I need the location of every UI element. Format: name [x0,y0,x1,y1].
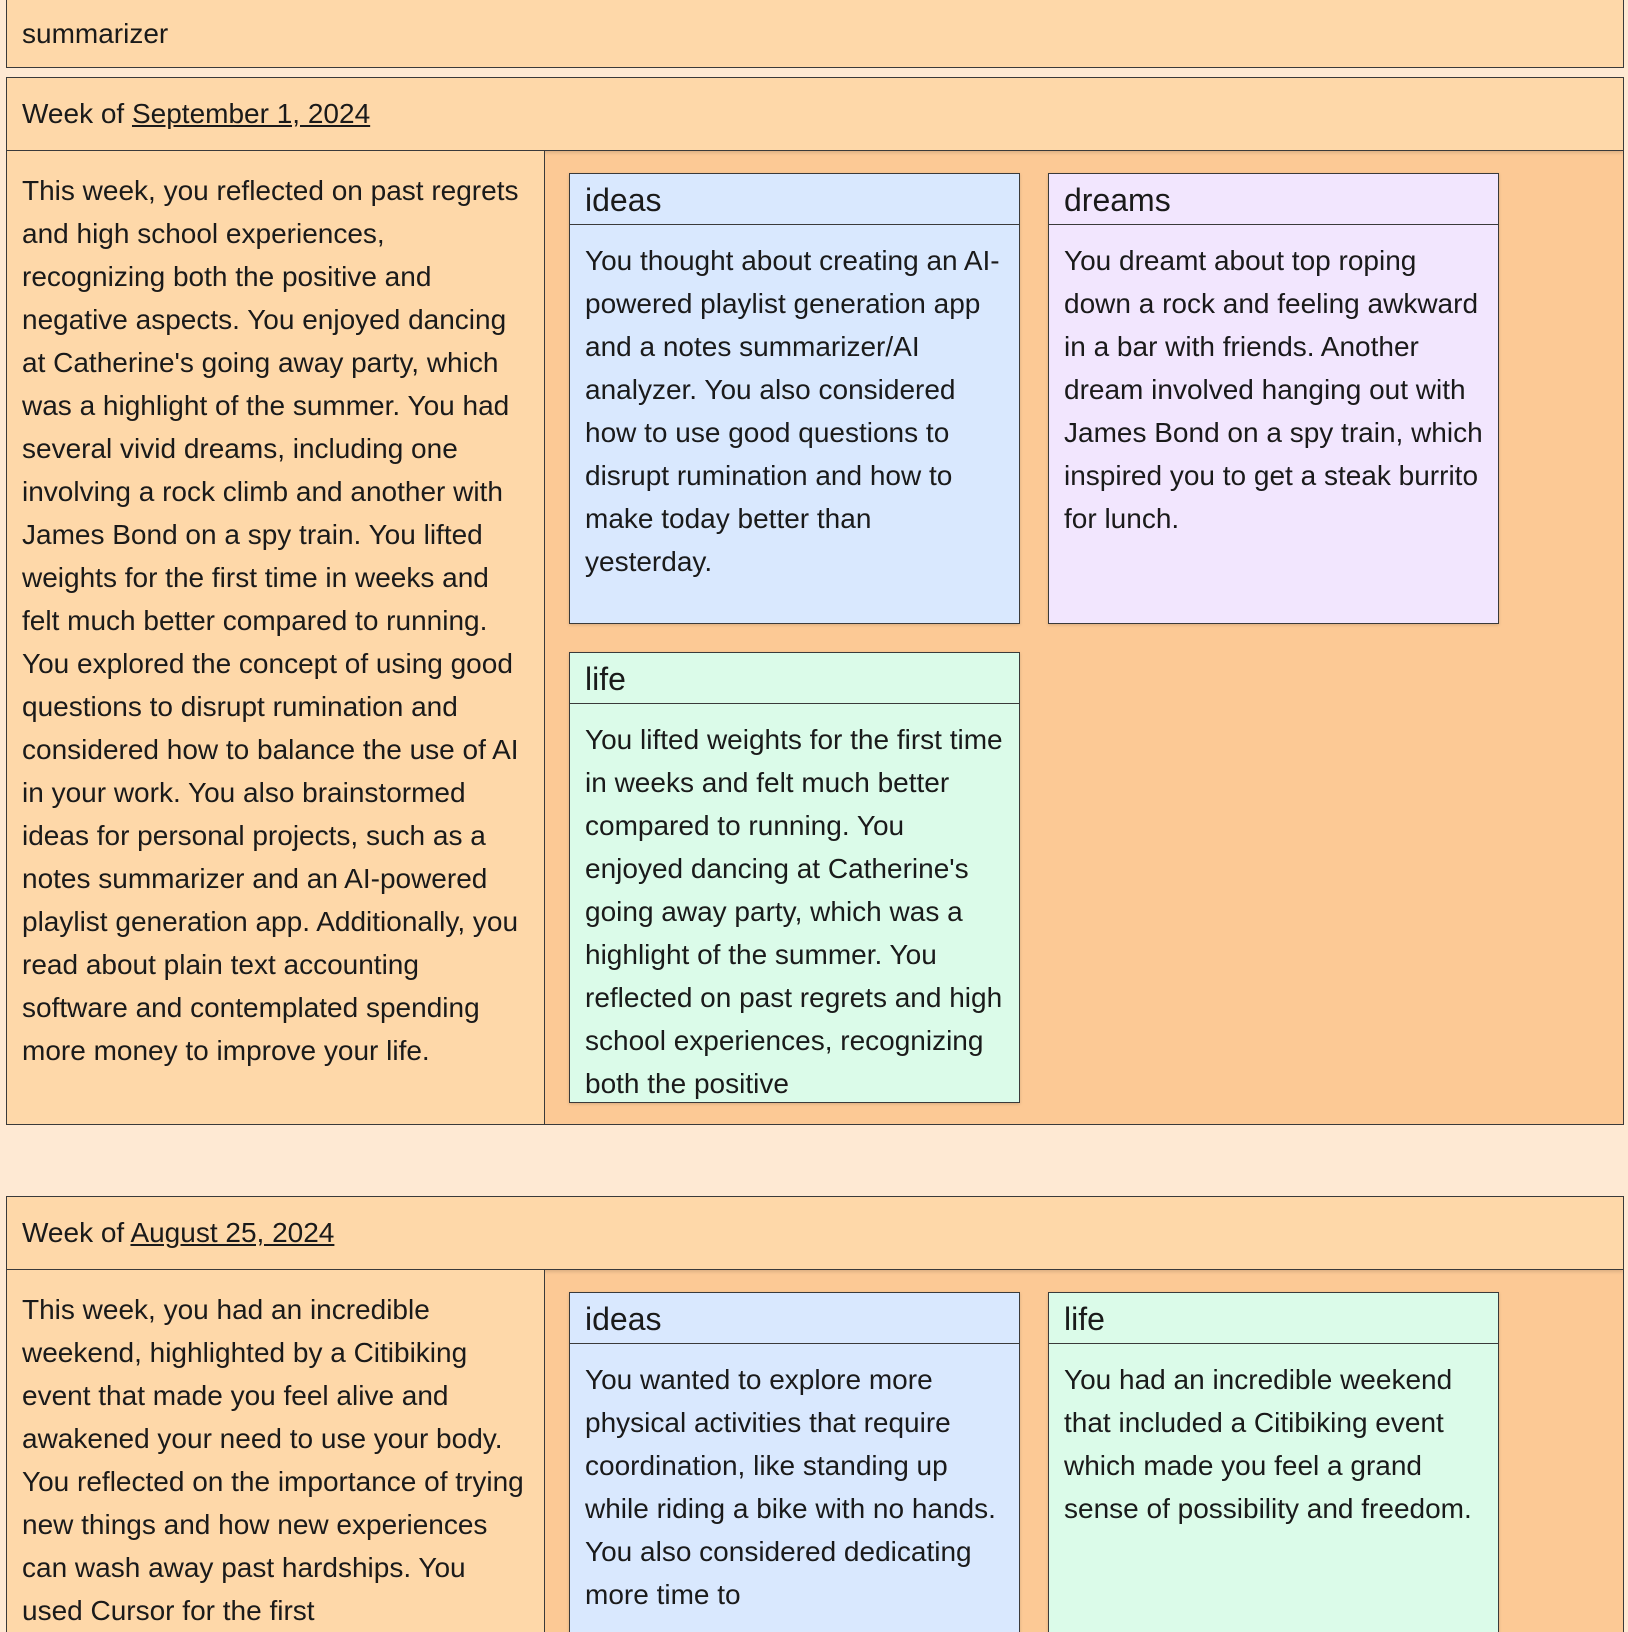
app-title: summarizer [22,18,169,49]
week-body [7,151,1623,1124]
ideas-card-title: ideas [570,1293,1019,1344]
week-date-link[interactable]: August 25, 2024 [130,1217,335,1248]
week-body [7,1270,1623,1632]
life-card-body: You had an incredible weekend that included a Citibiking event which made you feel a grand sense of possibility and freedom. [1064,1364,1472,1524]
ideas-card [569,173,1020,624]
ideas-card [569,1292,1020,1632]
week-summary: This week, you had an incredible weekend, highlighted by a Citibiking event that made you feel alive and awakened your need to use your body. You reflected on the importance of trying new things and how new experiences can wash away past hardships. You used Cursor for the first [7,1270,545,1632]
week-prefix: Week of [22,98,132,129]
week-section [6,1196,1624,1632]
dreams-card-body: You dreamt about top roping down a rock and feeling awkward in a bar with friends. Another dream involved hanging out with James Bond on a spy train, which inspired you to get a steak burrito for lunch. [1064,245,1483,534]
life-card-title: life [1049,1293,1498,1344]
dreams-card-title: dreams [1049,174,1498,225]
ideas-card-body: You thought about creating an AI-powered playlist generation app and a notes summarizer/AI analyzer. You also considered how to use good questions to disrupt rumination and how to make today better than yesterday. [585,245,1000,577]
app-header [6,0,1624,68]
life-card-title: life [570,653,1019,704]
life-card [569,652,1020,1103]
life-card [1048,1292,1499,1632]
week-section [6,77,1624,1125]
week-header [7,1197,1623,1270]
dreams-card [1048,173,1499,624]
week-summary: This week, you reflected on past regrets and high school experiences, recognizing both the positive and negative aspects. You enjoyed dancing at Catherine's going away party, which was a highlight of the summer. You had several vivid dreams, including one involving a rock climb and another with James Bond on a spy train. You lifted weights for the first time in weeks and felt much better compared to running. You explored the concept of using good questions to disrupt rumination and considered how to balance the use of AI in your work. You also brainstormed ideas for personal projects, such as a notes summarizer and an AI-powered playlist generation app. Additionally, you read about plain text accounting software and contemplated spending more money to improve your life. [7,151,545,1124]
ideas-card-title: ideas [570,174,1019,225]
week-prefix: Week of [22,1217,131,1248]
ideas-card-body: You wanted to explore more physical activities that require coordination, like standing up while riding a bike with no hands. You also considered dedicating more time to [585,1364,996,1610]
week-header [7,78,1623,151]
week-date-link[interactable]: September 1, 2024 [131,98,371,129]
life-card-body: You lifted weights for the first time in weeks and felt much better compared to running. You enjoyed dancing at Catherine's going away party, which was a highlight of the summer. You reflected on past regrets and high school experiences, recognizing both the positive [585,724,1003,1099]
